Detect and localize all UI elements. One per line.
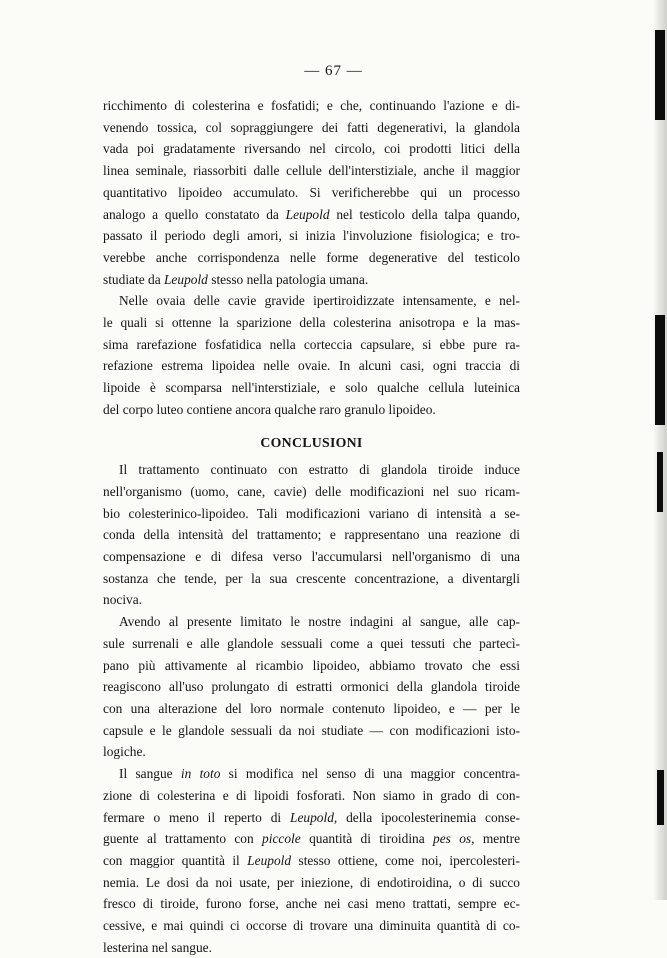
text-line: conda della intensità del trattamento; e rappresentano una reazione di <box>103 527 520 543</box>
text-span: quantità di tiroidina <box>300 831 434 847</box>
text-line: nell'organismo (uomo, cane, cavie) delle modificazioni nel suo ricam- <box>103 483 520 499</box>
body-text <box>103 95 520 958</box>
scan-edge-mark-lower <box>657 452 663 512</box>
text-line: logiche. <box>103 744 146 760</box>
text-span: con maggior quantità il <box>103 852 248 868</box>
italic-term: in toto <box>180 766 221 782</box>
text-line: lipoide è scomparsa nell'interstiziale, e solo qualche cellula luteinica <box>103 380 520 396</box>
text-span: si modifica nel senso di una maggior concentra- <box>220 766 520 782</box>
text-line: sostanza che tende, per la sua crescente concentrazione, a diventargli <box>103 570 520 586</box>
text-span: fermare o meno il reperto di <box>103 809 290 825</box>
author-name: Leupold <box>163 271 208 287</box>
section-heading: CONCLUSIONI <box>260 434 363 450</box>
text-line <box>103 204 520 226</box>
text-span: guente al trattamento con <box>103 831 263 847</box>
text-span: Il sangue <box>119 766 181 782</box>
text-line: ricchimento di colesterina e fosfatidi; e che, continuando l'azione e di- <box>103 98 520 113</box>
paragraph-5 <box>103 763 520 958</box>
text-line <box>103 763 520 785</box>
italic-term: piccole <box>262 831 301 847</box>
text-line: le quali si ottenne la sparizione della colesterina anisotropa e la mas- <box>103 315 520 331</box>
text-span: stesso nella patologia umana. <box>207 271 369 287</box>
text-line: reagiscono all'uso prolungato di estratti ormonici della glandola tiroide <box>103 679 520 695</box>
text-line: Il trattamento continuato con estratto di glandola tiroide induce <box>119 462 520 478</box>
text-line: verebbe anche corrispondenza nelle forme degenerative del testicolo <box>103 249 520 265</box>
author-name: Leupold <box>247 852 292 868</box>
text-line: nemia. Le dosi da noi usate, per iniezione, di endotiroidina, o di succo <box>103 874 520 890</box>
text-span: nel testicolo della talpa quando, <box>329 206 520 222</box>
text-line: linea seminale, riassorbiti dalle cellule dell'interstiziale, anche il maggior <box>103 163 520 179</box>
text-line: bio colesterinico-lipoideo. Tali modificazioni variano di intensità a se- <box>103 505 520 521</box>
text-line: quantitativo lipoideo accumulato. Si verificherebbe qui un processo <box>103 184 520 200</box>
text-line <box>103 269 520 291</box>
paragraph-2 <box>103 290 520 420</box>
text-span: analogo a quello constatato da <box>103 206 286 222</box>
text-line: venendo tossica, col sopraggiungere dei fatti degenerativi, la glandola <box>103 119 520 135</box>
text-line: sule surrenali e alle glandole sessuali come a quei tessuti che partecì- <box>103 635 520 651</box>
text-line: fresco di tiroide, furono forse, anche nei casi meno trattati, sempre ec- <box>103 896 520 912</box>
scan-edge-mark-middle <box>655 315 665 425</box>
author-name: Leupold, <box>290 809 338 825</box>
text-line: capsule e le glandole sessuali da noi studiate — con modificazioni isto- <box>103 722 520 738</box>
text-line: Avendo al presente limitato le nostre indagini al sangue, alle cap- <box>119 614 520 630</box>
paragraph-1 <box>103 95 520 290</box>
text-line: Nelle ovaia delle cavie gravide ipertiroidizzate intensamente, e nel- <box>119 293 520 309</box>
text-line: lesterina nel sangue. <box>103 939 212 955</box>
page-number: — 67 — <box>304 63 363 79</box>
italic-term: pes os, <box>433 831 475 847</box>
scan-edge-mark-bottom <box>657 770 664 825</box>
text-line <box>103 850 520 872</box>
paragraph-4 <box>103 611 520 763</box>
text-line: zione di colesterina e di lipoidi fosforati. Non siamo in grado di con- <box>103 787 520 803</box>
text-span: stesso ottiene, come noi, ipercolesteri- <box>291 852 520 868</box>
text-line: cessive, e mai quindi ci occorse di trovare una diminuita quantità di co- <box>103 918 520 934</box>
text-line <box>103 807 520 829</box>
text-line: sima rarefazione fosfatidica nella corteccia capsulare, si ebbe pure ra- <box>103 336 520 352</box>
text-line: vada poi gradatamente riversando nel circolo, coi prodotti litici della <box>103 141 520 157</box>
paragraph-3 <box>103 459 520 611</box>
author-name: Leupold <box>285 206 330 222</box>
text-span: della ipocolesterinemia conse- <box>337 809 520 825</box>
text-line <box>103 828 520 850</box>
text-line: passato il periodo degli amori, si inizia l'involuzione fisiologica; e tro- <box>103 228 520 244</box>
text-line: compensazione e di difesa verso l'accumularsi nell'organismo di una <box>103 549 520 565</box>
text-line: del corpo luteo contiene ancora qualche raro granulo lipoideo. <box>103 401 436 417</box>
text-span: mentre <box>474 831 521 847</box>
text-span: studiate da <box>103 271 164 287</box>
page-edge-shadow <box>653 0 667 900</box>
text-line: con una alterazione del loro normale contenuto lipoideo, e — per le <box>103 700 520 716</box>
text-line: nociva. <box>103 592 143 608</box>
text-line: refazione estrema lipoidea nelle ovaie. In alcuni casi, ogni traccia di <box>103 358 520 374</box>
text-line: pano più attivamente al ricambio lipoideo, abbiamo trovato che essi <box>103 657 520 673</box>
